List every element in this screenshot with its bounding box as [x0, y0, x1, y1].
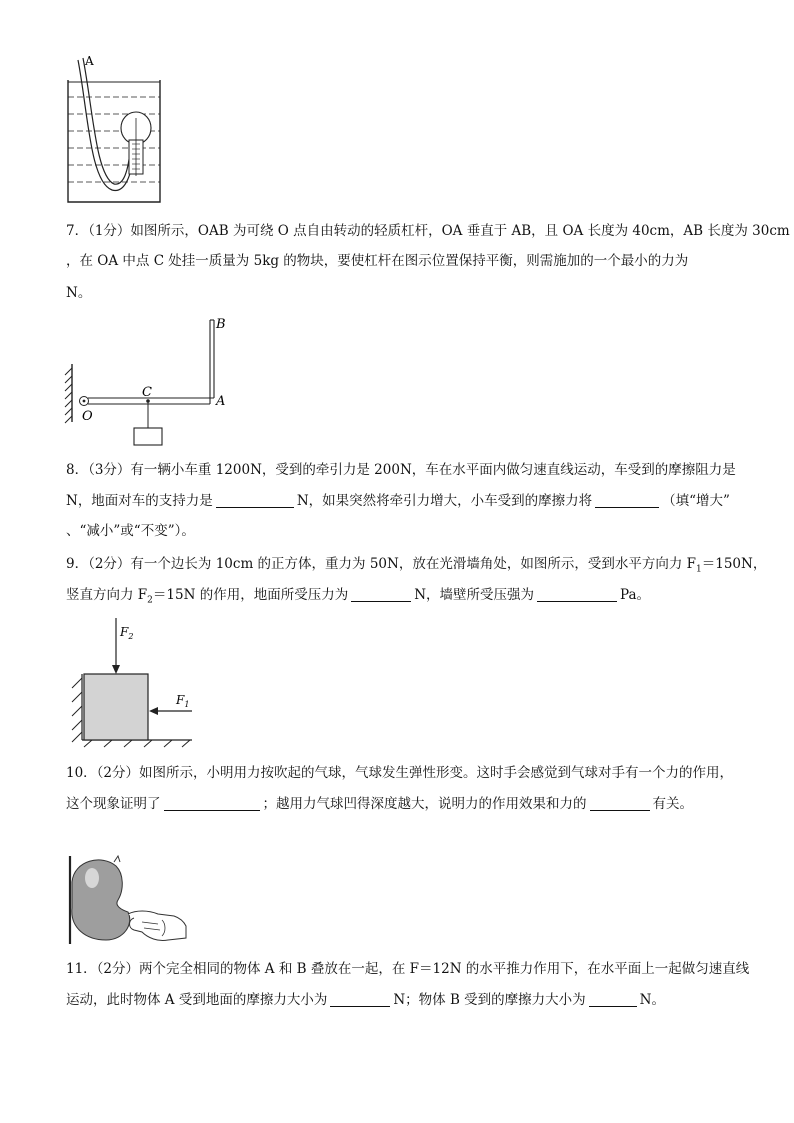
q11-text-b: N；物体 B 受到的摩擦力大小为 [393, 992, 586, 1008]
q11-line1: 11．（2分）两个完全相同的物体 A 和 B 叠放在一起，在 F＝12N 的水平推力作用下，在水平面上一起做匀速直线 [66, 961, 750, 977]
q11-text-c: N。 [639, 992, 665, 1008]
q9-line2 [66, 586, 650, 610]
lever-figure [62, 312, 242, 448]
q8-line2 [66, 492, 730, 510]
lever-label-c: C [142, 385, 152, 400]
cube-corner-figure [64, 614, 204, 748]
lever-label-b: B [216, 317, 226, 332]
q9-text-a: 9．（2分）有一个边长为 10cm 的正方体，重力为 50N，放在光滑墙角处，如图所示，受到水平方向力 F [66, 556, 696, 572]
bulb-water-figure [60, 52, 170, 208]
q7-line2: ，在 OA 中点 C 处挂一质量为 5kg 的物块，要使杠杆在图示位置保持平衡，则需施加的一个最小的力为 [66, 253, 689, 269]
q8-blank-friction[interactable] [595, 493, 659, 508]
q9-sub1: 1 [696, 564, 702, 575]
q10-line1: 10．（2分）如图所示，小明用力按吹起的气球，气球发生弹性形变。这时手会感觉到气球对手有一个力的作用， [66, 765, 734, 781]
lever-label-a: A [216, 394, 226, 409]
q8-text-a: N，地面对车的支持力是 [66, 493, 213, 509]
q10-blank-factor[interactable] [590, 796, 650, 811]
q8-blank-support[interactable] [216, 493, 294, 508]
force-f1-sub: 1 [184, 700, 190, 709]
q8-text-b: N，如果突然将牵引力增大，小车受到的摩擦力将 [296, 493, 593, 509]
tube-label-a: A [85, 54, 94, 68]
q9-text-b: ＝150N， [701, 556, 767, 572]
q11-line2 [66, 991, 665, 1009]
q9-line1 [66, 555, 766, 579]
q8-text-c: （填“增大” [662, 493, 730, 509]
q7-line3: N。 [66, 285, 92, 301]
q11-text-a: 运动，此时物体 A 受到地面的摩擦力大小为 [66, 992, 328, 1008]
svg-text:F2 [119, 625, 133, 641]
force-f2-sub: 2 [128, 632, 134, 641]
q9-text-d: ＝15N 的作用，地面所受压力为 [152, 587, 349, 603]
q11-blank-a[interactable] [330, 992, 390, 1007]
q9-blank-wall[interactable] [537, 587, 617, 602]
q8-line1: 8．（3分）有一辆小车重 1200N，受到的牵引力是 200N，车在水平面内做匀速直线运动，车受到的摩擦阻力是 [66, 462, 736, 478]
q9-text-f: Pa。 [620, 587, 651, 603]
q7-line1: 7．（1分）如图所示，OAB 为可绕 O 点自由转动的轻质杠杆，OA 垂直于 AB，且 OA 长度为 40cm，AB 长度为 30cm [66, 223, 790, 239]
q9-text-c: 竖直方向力 F [66, 587, 148, 603]
lever-label-o: O [82, 409, 93, 424]
q8-line3: 、“减小”或“不变”）。 [66, 523, 195, 539]
q10-text-c: 有关。 [652, 796, 693, 812]
q11-blank-b[interactable] [589, 992, 637, 1007]
q9-text-e: N，墙壁所受压强为 [414, 587, 535, 603]
force-f1-label: F [176, 693, 185, 707]
q10-line2 [66, 795, 693, 813]
q9-blank-ground[interactable] [351, 587, 411, 602]
svg-text:F1 [175, 693, 189, 709]
q10-blank-phenomenon[interactable] [164, 796, 260, 811]
q9-sub2: 2 [147, 595, 153, 606]
balloon-figure [62, 852, 192, 948]
q10-text-a: 这个现象证明了 [66, 796, 161, 812]
q10-text-b: ；越用力气球凹得深度越大，说明力的作用效果和力的 [262, 796, 587, 812]
force-f2-label: F [120, 625, 129, 639]
